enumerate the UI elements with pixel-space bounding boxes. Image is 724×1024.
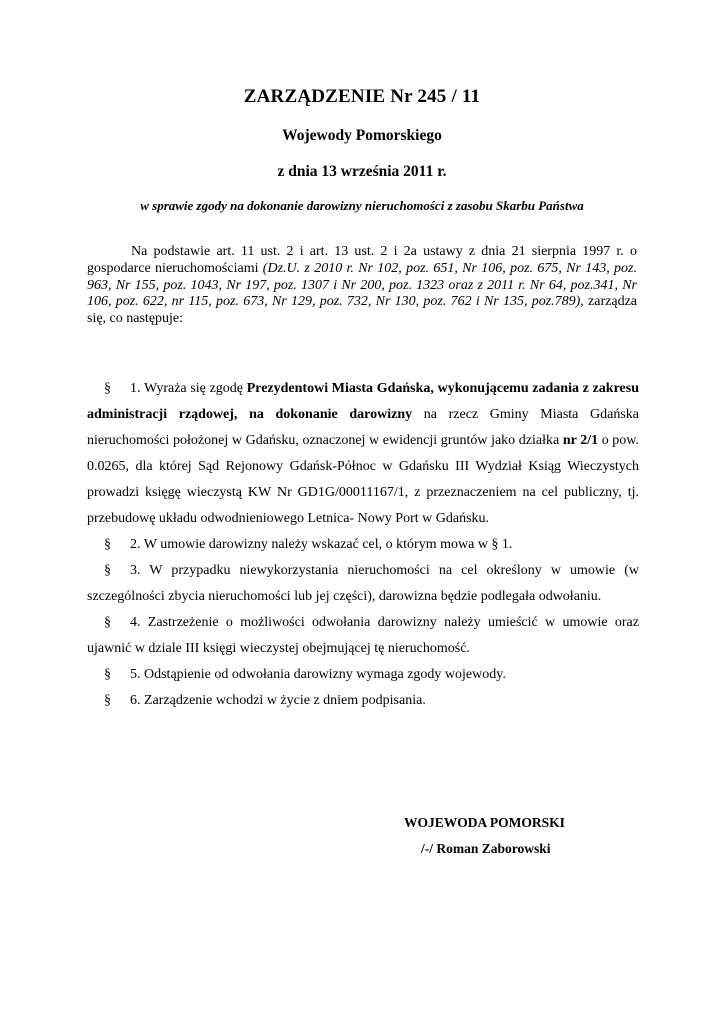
section-6-text: 6. Zarządzenie wchodzi w życie z dniem podpisania. xyxy=(130,693,426,708)
preamble-ending: zarządza się, co następuje: xyxy=(87,294,637,327)
section-1-bold-a: Prezydentowi Miasta Gdańska, wykonującemu zadania z zakresu administracji rządowej, na dokonanie darowizny xyxy=(87,381,639,422)
signature-block xyxy=(404,810,565,862)
section-mark: § xyxy=(104,381,111,396)
section-1-text-c: o pow. 0.0265, dla której Sąd Rejonowy Gdańsk-Północ w Gdańsku III Wydział Ksiąg Wieczystych prowadzi księgę wieczystą KW Nr GD1G/00011167/1, z przeznaczeniem na cel publiczny, tj. przebudowę układu odwodnieniowego Letnica- Nowy Port w Gdańsku. xyxy=(87,433,640,526)
section-mark: § xyxy=(104,537,111,552)
section-4-text: 4. Zastrzeżenie o możliwości odwołania darowizny należy umieścić w umowie oraz ujawnić w dziale III księgi wieczystej obejmującej tę nieruchomość. xyxy=(87,615,639,656)
section-1 xyxy=(87,376,639,532)
section-6 xyxy=(87,688,639,714)
document-date: z dnia 13 września 2011 r. xyxy=(277,163,447,180)
section-mark: § xyxy=(104,693,111,708)
preamble-intro: Na podstawie art. 11 ust. 2 i art. 13 ust. 2 i 2a ustawy z dnia 21 sierpnia 1997 r. o gospodarce nieruchomościami xyxy=(87,244,637,276)
section-5 xyxy=(87,662,639,688)
document-subject: w sprawie zgody na dokonanie darowizny nieruchomości z zasobu Skarbu Państwa xyxy=(140,198,584,213)
section-1-bold-b: nr 2/1 xyxy=(562,433,599,448)
section-2-text: 2. W umowie darowizny należy wskazać cel, o którym mowa w § 1. xyxy=(130,537,513,552)
section-1-text-b: na rzecz Gminy Miasta Gdańska nieruchomości położonej w Gdańsku, oznaczonej w ewidencji gruntów jako działka xyxy=(87,407,639,448)
section-mark: § xyxy=(104,667,111,682)
preamble xyxy=(87,244,637,328)
document-issuer: Wojewody Pomorskiego xyxy=(282,127,442,144)
section-5-text: 5. Odstąpienie od odwołania darowizny wymaga zgody wojewody. xyxy=(130,667,506,682)
section-3-text: 3. W przypadku niewykorzystania nieruchomości na cel określony w umowie (w szczególności zbycia nieruchomości lub jej części), darowizna będzie podlegała odwołaniu. xyxy=(87,563,639,604)
section-mark: § xyxy=(104,563,111,578)
signature-role: WOJEWODA POMORSKI xyxy=(404,815,565,830)
sections xyxy=(87,376,639,714)
section-3 xyxy=(87,558,639,610)
document-title: ZARZĄDZENIE Nr 245 / 11 xyxy=(243,86,481,107)
preamble-citation: (Dz.U. z 2010 r. Nr 102, poz. 651, Nr 106, poz. 675, Nr 143, poz. 963, Nr 155, poz. 1043, Nr 197, poz. 1307 i Nr 200, poz. 1323 oraz z 2011 r. Nr 64, poz.341, Nr 106, poz. 622, nr 115, poz. 673, Nr 129, poz. 732, Nr 130, poz. 762 i Nr 135, poz.789), xyxy=(87,260,637,310)
section-1-text-a: 1. Wyraża się zgodę xyxy=(130,381,247,396)
signature-name: /-/ Roman Zaborowski xyxy=(421,841,551,856)
section-mark: § xyxy=(104,615,111,630)
section-4 xyxy=(87,610,639,662)
section-2 xyxy=(87,532,639,558)
